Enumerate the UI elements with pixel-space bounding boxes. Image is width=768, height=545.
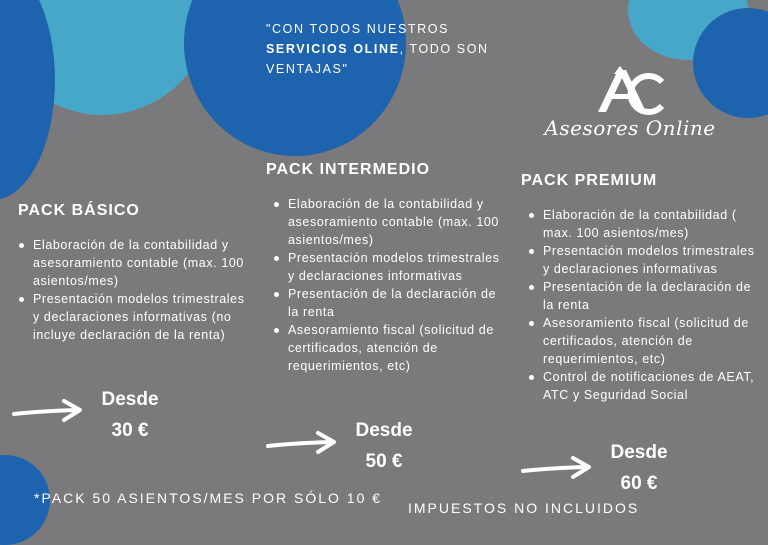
list-item: Elaboración de la contabilidad y asesoramiento contable (max. 100 asientos/mes) xyxy=(273,195,509,249)
list-item: Elaboración de la contabilidad ( max. 100 asientos/mes) xyxy=(528,206,760,242)
price-value: 30 € xyxy=(111,420,149,441)
quote-suffix: , TODO SON VENTAJAS" xyxy=(266,42,489,76)
list-item: Presentación de la declaración de la renta xyxy=(273,285,509,321)
decorative-circle-dark xyxy=(0,0,55,200)
quote-bold: SERVICIOS OLINE xyxy=(266,42,400,56)
arrow-right-icon xyxy=(12,398,84,424)
list-item: Control de notificaciones de AEAT, ATC y Seguridad Social xyxy=(528,368,760,404)
pack-basico-title: PACK BÁSICO xyxy=(18,202,140,219)
list-item: Elaboración de la contabilidad y asesoramiento contable (max. 100 asientos/mes) xyxy=(18,236,250,290)
price-label: Desde xyxy=(355,420,413,441)
list-item: Asesoramiento fiscal (solicitud de certificados, atención de requerimientos, etc) xyxy=(528,314,760,368)
price-value: 60 € xyxy=(620,473,658,494)
pack-basico-price xyxy=(88,384,172,446)
price-value: 50 € xyxy=(365,451,403,472)
pack-basico-list xyxy=(18,236,250,344)
arrow-right-icon xyxy=(521,455,593,481)
ac-logo-mark-icon xyxy=(596,64,666,116)
pack-intermedio-price xyxy=(342,415,426,477)
footer-taxes: IMPUESTOS NO INCLUIDOS xyxy=(408,500,640,516)
brand-logo xyxy=(530,64,730,144)
pack-premium-price xyxy=(597,437,681,499)
list-item: Presentación modelos trimestrales y declaraciones informativas (no incluye declaración de la renta) xyxy=(18,290,250,344)
list-item: Presentación modelos trimestrales y declaraciones informativas xyxy=(528,242,760,278)
pack-intermedio-title: PACK INTERMEDIO xyxy=(266,161,431,178)
list-item: Presentación de la declaración de la renta xyxy=(528,278,760,314)
pack-premium-title: PACK PREMIUM xyxy=(521,172,658,189)
list-item: Presentación modelos trimestrales y declaraciones informativas xyxy=(273,249,509,285)
price-label: Desde xyxy=(101,389,159,410)
list-item: Asesoramiento fiscal (solicitud de certificados, atención de requerimientos, etc) xyxy=(273,321,509,375)
price-label: Desde xyxy=(610,442,668,463)
arrow-right-icon xyxy=(266,430,338,456)
pack-premium-list xyxy=(528,206,760,404)
pack-intermedio-list xyxy=(273,195,509,375)
quote-prefix: "CON TODOS NUESTROS xyxy=(266,22,450,36)
logo-text: Asesores Online xyxy=(544,116,716,140)
header-quote xyxy=(266,19,516,79)
footer-note: *PACK 50 ASIENTOS/MES POR SÓLO 10 € xyxy=(34,490,383,506)
